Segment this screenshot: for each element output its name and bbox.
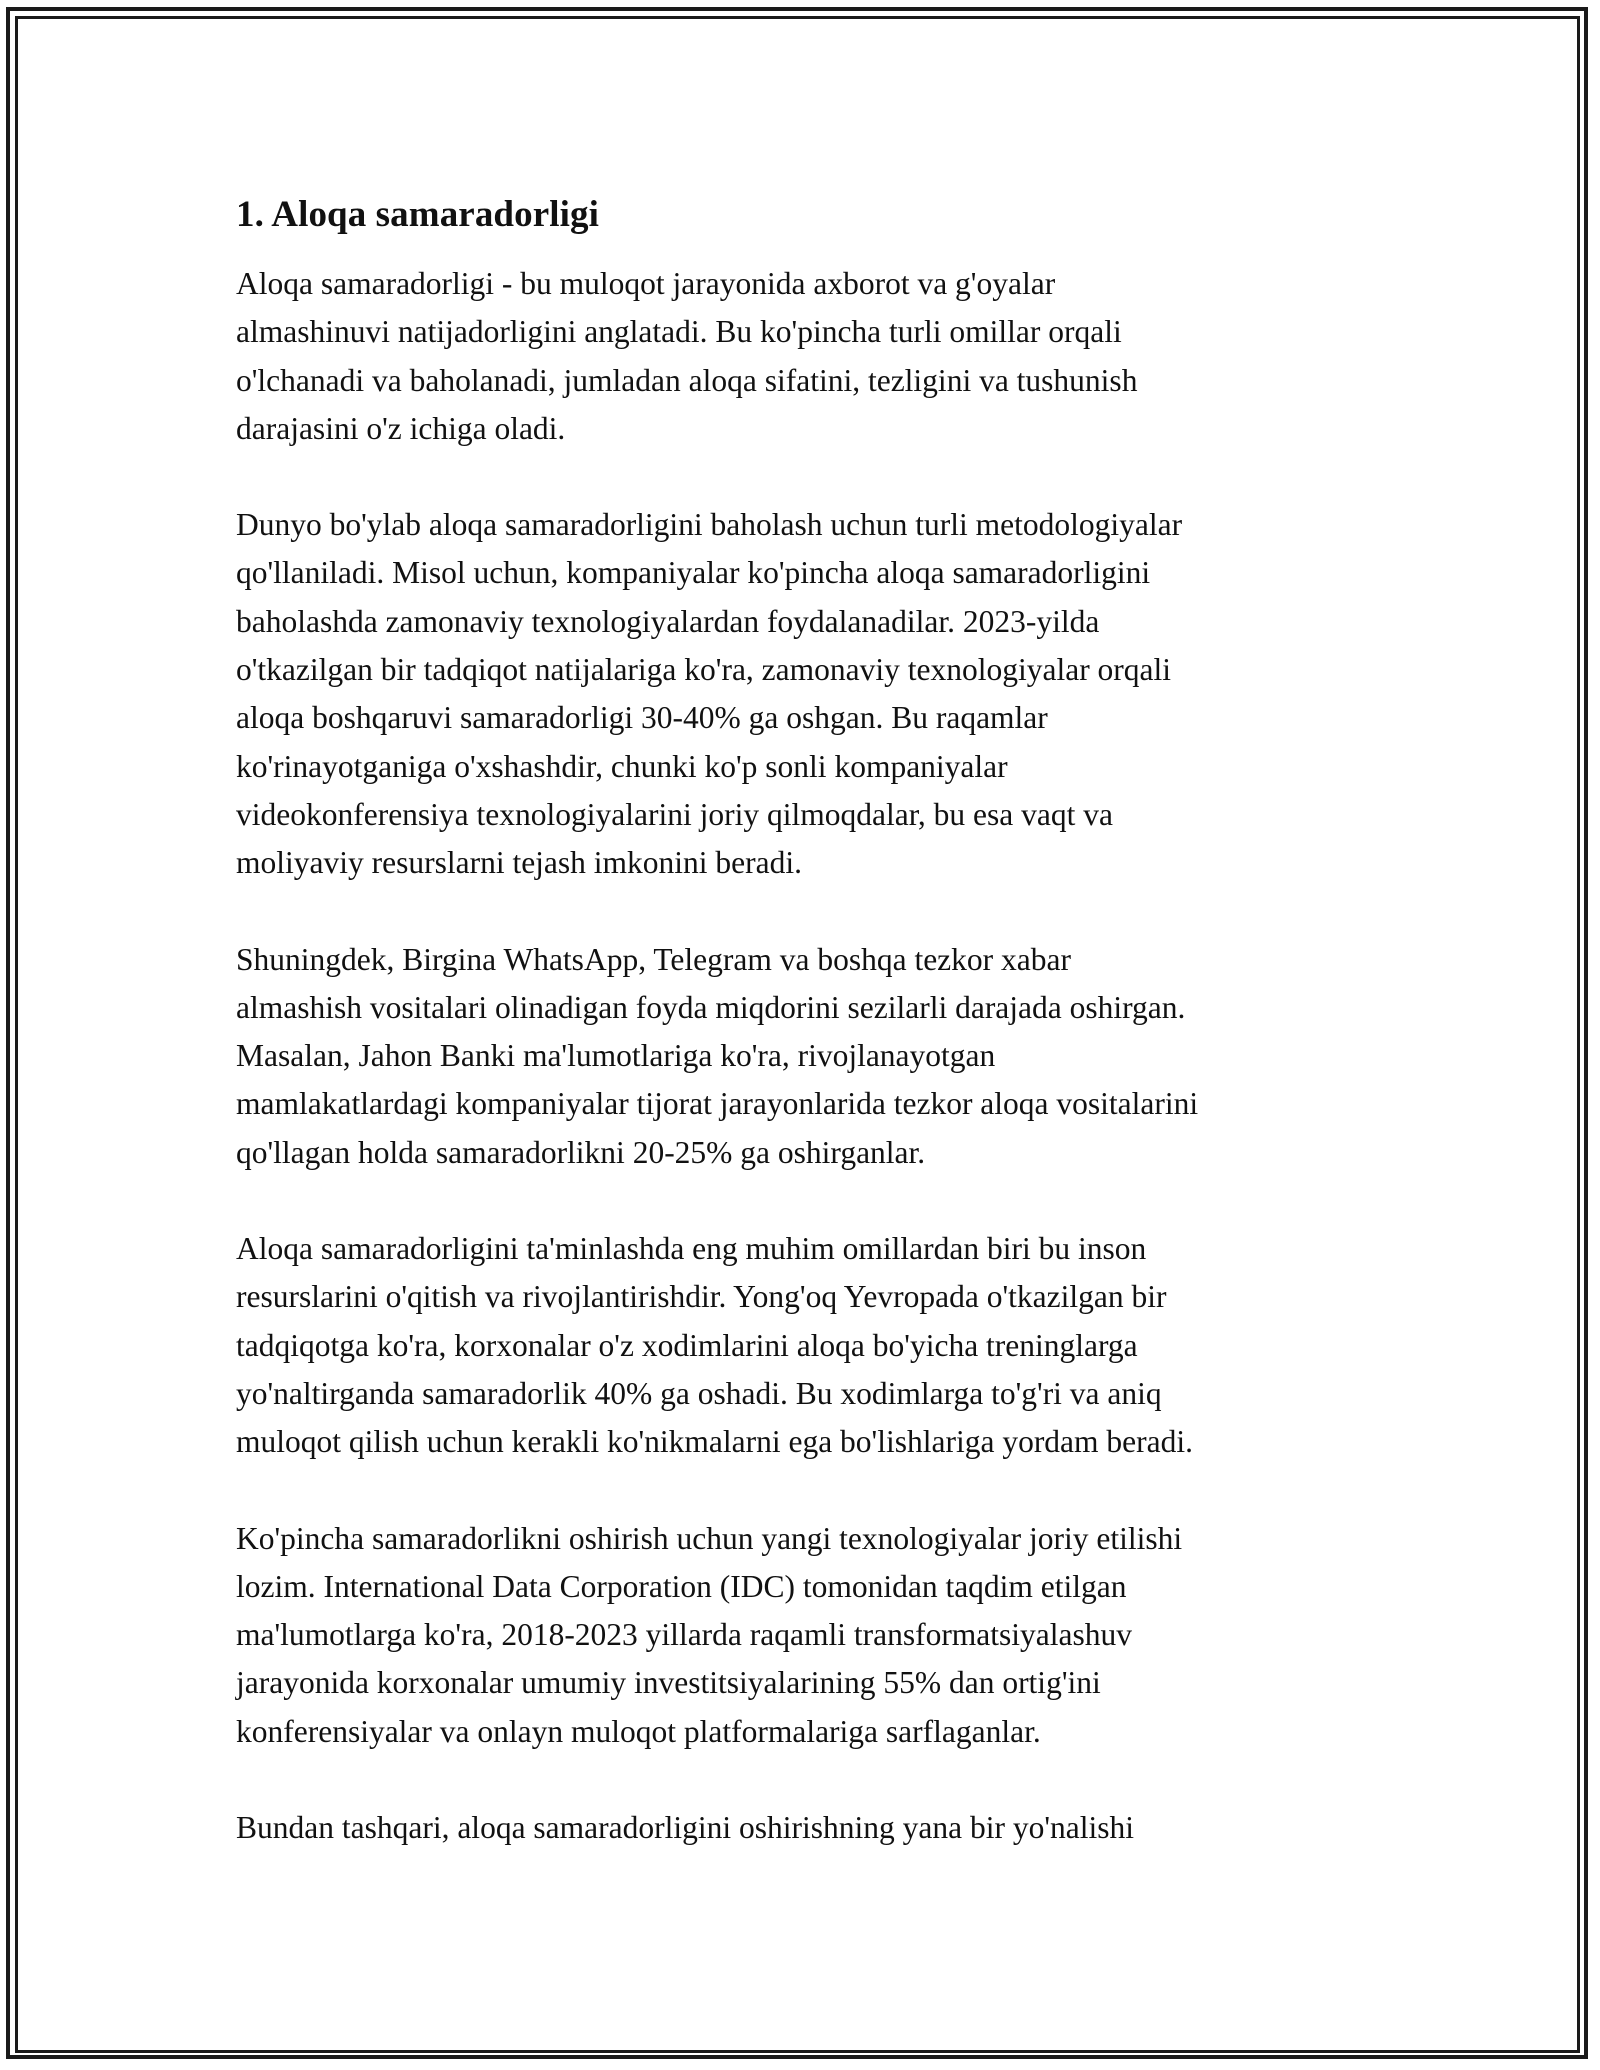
paragraph-line: o'tkazilgan bir tadqiqot natijalariga ko'ra, zamonaviy texnologiyalar orqali — [236, 652, 1172, 688]
paragraph-line: qo'llaniladi. Misol uchun, kompaniyalar ko'pincha aloqa samaradorligini — [236, 555, 1151, 591]
paragraph-line: tadqiqotga ko'ra, korxonalar o'z xodimlarini aloqa bo'yicha treninglarga — [236, 1327, 1138, 1363]
section-heading: 1. Aloqa samaradorligi — [236, 194, 599, 235]
paragraph-line: videokonferensiya texnologiyalarini joriy qilmoqdalar, bu esa vaqt va — [236, 796, 1113, 832]
paragraph-line: konferensiyalar va onlayn muloqot platformalariga sarflaganlar. — [236, 1713, 1041, 1749]
paragraph-line: lozim. International Data Corporation (IDC) tomonidan taqdim etilgan — [236, 1568, 1127, 1604]
paragraph-line: Aloqa samaradorligini ta'minlashda eng muhim omillardan biri bu inson — [236, 1231, 1147, 1267]
paragraph-2 — [236, 501, 1376, 887]
paragraph-line: baholashda zamonaviy texnologiyalardan foydalanadilar. 2023-yilda — [236, 603, 1100, 639]
paragraph-line: ma'lumotlarga ko'ra, 2018-2023 yillarda raqamli transformatsiyalashuv — [236, 1617, 1133, 1653]
paragraph-4 — [236, 1225, 1376, 1466]
paragraph-line: mamlakatlardagi kompaniyalar tijorat jarayonlarida tezkor aloqa vositalarini — [236, 1086, 1199, 1122]
paragraph-line: aloqa boshqaruvi samaradorligi 30-40% ga oshgan. Bu raqamlar — [236, 700, 1048, 736]
paragraph-6 — [236, 1804, 1376, 1852]
paragraph-line: qo'llagan holda samaradorlikni 20-25% ga oshirganlar. — [236, 1134, 926, 1170]
paragraph-line: darajasini o'z ichiga oladi. — [236, 410, 566, 446]
document-body — [236, 186, 1376, 1900]
paragraph-line: muloqot qilish uchun kerakli ko'nikmalarni ega bo'lishlariga yordam beradi. — [236, 1424, 1193, 1460]
paragraph-3 — [236, 936, 1376, 1177]
paragraph-line: jarayonida korxonalar umumiy investitsiyalarining 55% dan ortig'ini — [236, 1665, 1101, 1701]
paragraph-line: Shuningdek, Birgina WhatsApp, Telegram va boshqa tezkor xabar — [236, 941, 1071, 977]
paragraph-line: almashish vositalari olinadigan foyda miqdorini sezilarli darajada oshirgan. — [236, 989, 1186, 1025]
paragraph-line: Masalan, Jahon Banki ma'lumotlariga ko'ra, rivojlanayotgan — [236, 1038, 996, 1074]
paragraph-line: Dunyo bo'ylab aloqa samaradorligini baholash uchun turli metodologiyalar — [236, 507, 1183, 543]
paragraph-line: ko'rinayotganiga o'xshashdir, chunki ko'p sonli kompaniyalar — [236, 748, 1008, 784]
paragraph-5 — [236, 1515, 1376, 1756]
paragraph-line: yo'naltirganda samaradorlik 40% ga oshadi. Bu xodimlarga to'g'ri va aniq — [236, 1375, 1162, 1411]
paragraph-line: almashinuvi natijadorligini anglatadi. Bu ko'pincha turli omillar orqali — [236, 314, 1122, 350]
paragraph-line: moliyaviy resurslarni tejash imkonini beradi. — [236, 845, 803, 881]
paragraph-line: Ko'pincha samaradorlikni oshirish uchun yangi texnologiyalar joriy etilishi — [236, 1520, 1183, 1556]
paragraph-line: Bundan tashqari, aloqa samaradorligini oshirishning yana bir yo'nalishi — [236, 1810, 1134, 1846]
paragraph-line: resurslarini o'qitish va rivojlantirishdir. Yong'oq Yevropada o'tkazilgan bir — [236, 1279, 1167, 1315]
paragraph-line: o'lchanadi va baholanadi, jumladan aloqa sifatini, tezligini va tushunish — [236, 362, 1138, 398]
paragraph-1 — [236, 260, 1376, 453]
paragraph-line: Aloqa samaradorligi - bu muloqot jarayonida axborot va g'oyalar — [236, 266, 1056, 301]
